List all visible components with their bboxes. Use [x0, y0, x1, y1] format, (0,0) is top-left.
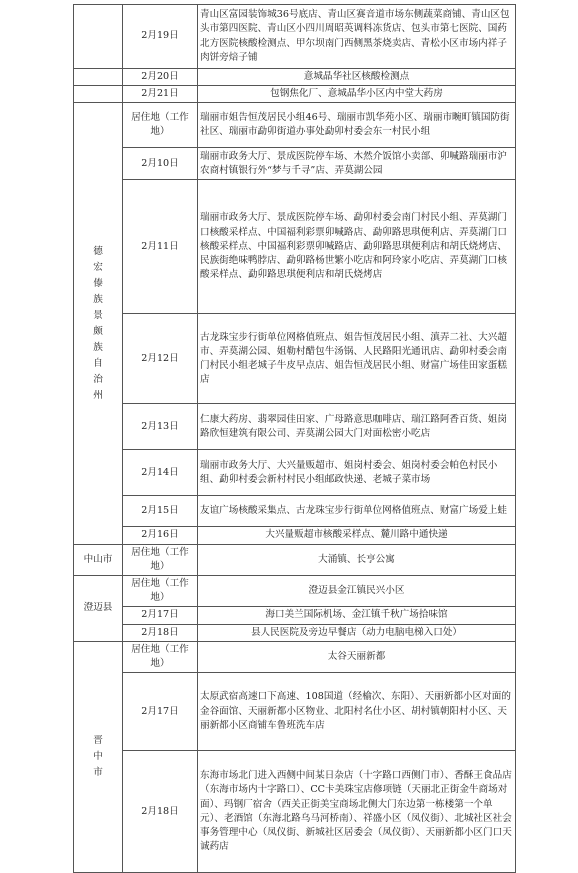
date-cell: 居住地（工作地） [123, 544, 198, 575]
date-cell: 2月15日 [123, 496, 198, 527]
places-cell: 青山区富园装饰城36号底店、青山区赛音道市场东侧蔬菜商铺、青山区包头市第四医院、青山区小四川周昭英调料冻货店、包头市第七医院、国药北方医院核酸检测点、甲尔坝南门西侧黑茶烧卖店、青松小区市场内祥子肉饼旁焙子铺 [198, 5, 516, 69]
date-cell: 2月18日 [123, 751, 198, 873]
date-cell: 2月18日 [123, 624, 198, 641]
city-cell [74, 544, 123, 575]
table-row [74, 544, 516, 575]
date-cell: 2月17日 [123, 607, 198, 624]
date-cell: 居住地（工作地） [123, 576, 198, 607]
table-row [74, 69, 516, 86]
city-cell [74, 103, 123, 544]
date-cell: 2月20日 [123, 69, 198, 86]
places-cell: 太谷天丽新都 [198, 641, 516, 672]
city-cell [74, 69, 123, 86]
places-cell: 友谊广场核酸采集点、古龙珠宝步行街单位网格值班点、财富广场爱上蛙 [198, 496, 516, 527]
city-name: 中山市 [83, 553, 113, 565]
places-cell: 意城晶华社区核酸检测点 [198, 69, 516, 86]
city-cell [74, 5, 123, 69]
table-row [74, 527, 516, 544]
table-row [74, 148, 516, 180]
table-row [74, 103, 516, 148]
places-cell: 瑞丽市政务大厅、景成医院停车场、勐卯村委会南门村民小组、弄莫湖门口核酸采样点、中国福利彩票卯喊路店、勐卯路思琪便利店、弄莫湖门口核酸采样点、中国福利彩票卯喊路店、勐卯路思琪便利店和胡氏烧烤店、民族街绝味鸭脖店、勐卯路杨世繁小吃店和阿玲家小吃店、弄莫湖门口核酸采样点、勐卯路思琪便利店和胡氏烧烤店 [198, 180, 516, 314]
city-name: 晋中市 [93, 735, 103, 779]
table-row [74, 624, 516, 641]
city-cell [74, 576, 123, 642]
date-cell: 2月10日 [123, 148, 198, 180]
table-row [74, 86, 516, 103]
table-row [74, 607, 516, 624]
city-name: 德宏傣族景颇族自治州 [93, 245, 103, 401]
locations-table [73, 4, 516, 873]
date-cell: 2月16日 [123, 527, 198, 544]
date-cell: 居住地（工作地） [123, 641, 198, 672]
table-row [74, 496, 516, 527]
places-cell: 古龙珠宝步行街单位网格值班点、姐告恒茂居民小组、滇弄二社、大兴超市、弄莫湖公园、姐勒村醋包牛汤锅、人民路阳光通讯店、勐卯村委会南门村民小组老城子牛皮早点店、姐告恒茂居民小组、财富广场佳田家蛋糕店 [198, 314, 516, 404]
city-cell [74, 641, 123, 872]
table-row [74, 5, 516, 69]
table-row [74, 404, 516, 450]
places-cell: 包钢焦化厂、意城晶华小区内中堂大药房 [198, 86, 516, 103]
table-row [74, 180, 516, 314]
date-cell: 2月14日 [123, 450, 198, 496]
date-cell: 2月19日 [123, 5, 198, 69]
date-cell: 2月13日 [123, 404, 198, 450]
city-cell [74, 86, 123, 103]
places-cell: 澄迈县金江镇民兴小区 [198, 576, 516, 607]
places-cell: 县人民医院及旁边早餐店（动力电脑电梯入口处） [198, 624, 516, 641]
table-row [74, 751, 516, 873]
places-cell: 东海市场北门进入西侧中间某日杂店（十字路口西侧门市）、香酥王食品店（东海市场内十字路口）、CC卡美珠宝店修项链（天丽北正街金牛商场对面）、玛钢厂宿舍（西关正街美宝商场北侧大门东边第一栋楼第一个单元）、老酒馆（东海北路乌马河桥南）、祥盛小区（凤仪街）、北城社区社会事务管理中心（凤仪街、新城社区居委会（凤仪街）、天丽新都小区门口天诚药店 [198, 751, 516, 873]
table-row [74, 641, 516, 672]
table-row [74, 576, 516, 607]
table-row [74, 314, 516, 404]
date-cell: 2月17日 [123, 673, 198, 751]
places-cell: 瑞丽市姐告恒茂居民小组46号、瑞丽市凯华苑小区、瑞丽市畹町镇国防街社区、瑞丽市勐卯街道办事处勐卯村委会东一村民小组 [198, 103, 516, 148]
places-cell: 太原武宿高速口下高速、108国道（经榆次、东阳）、天丽新都小区对面的金谷面馆、天丽新都小区物业、北阳村名仕小区、胡村镇朝阳村小区、天丽新都小区商铺车鲁班洗车店 [198, 673, 516, 751]
places-cell: 海口美兰国际机场、金江镇千秋广场拾味馆 [198, 607, 516, 624]
places-cell: 大兴量贩超市核酸采样点、麓川路中通快递 [198, 527, 516, 544]
places-cell: 瑞丽市政务大厅、大兴量贩超市、姐岗村委会、姐岗村委会帕色村民小组、勐卯村委会新村村民小组邮政快递、老城子菜市场 [198, 450, 516, 496]
table-row [74, 673, 516, 751]
places-cell: 仁康大药房、翡翠园佳田家、广母路意思咖啡店、瑞江路阿香百货、姐岗路欣恒建筑有限公司、弄莫湖公园大门对面松密小吃店 [198, 404, 516, 450]
city-name: 澄迈县 [83, 602, 113, 614]
table-row [74, 450, 516, 496]
places-cell: 大涌镇、长亨公寓 [198, 544, 516, 575]
date-cell: 2月12日 [123, 314, 198, 404]
date-cell: 居住地（工作地） [123, 103, 198, 148]
date-cell: 2月21日 [123, 86, 198, 103]
date-cell: 2月11日 [123, 180, 198, 314]
places-cell: 瑞丽市政务大厅、景成医院停车场、木然介饭馆小卖部、卯喊路瑞丽市沪农商村镇银行外“梦与千寻”店、弄莫湖公园 [198, 148, 516, 180]
